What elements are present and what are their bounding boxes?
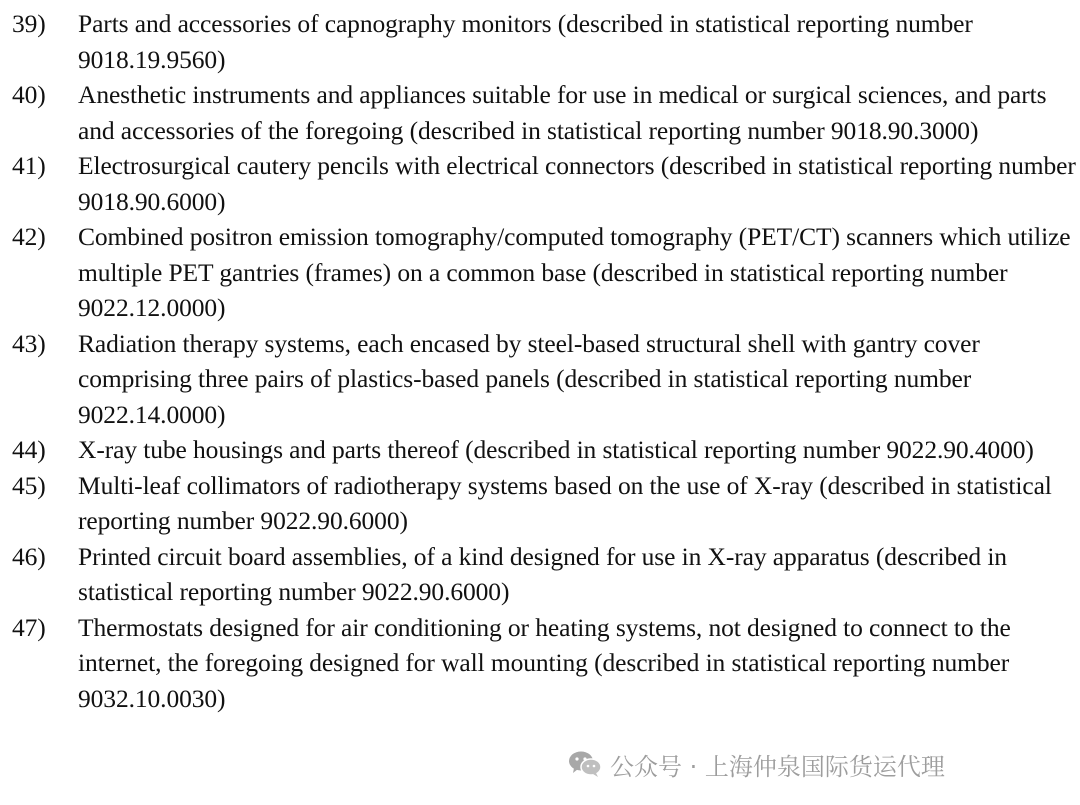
watermark	[568, 744, 945, 784]
item-number: 42)	[12, 222, 46, 251]
list-item	[0, 77, 1080, 148]
item-number: 47)	[12, 612, 46, 642]
item-text: Radiation therapy systems, each encased by steel-based structural shell with gantry cover comprising three pairs of plastics-based panels (described in statistical reporting number 9022.14.0000)	[78, 328, 980, 429]
list-item	[0, 219, 1080, 326]
item-text: Thermostats designed for air conditioning or heating systems, not designed to connect to the internet, the foregoing designed for wall mounting (described in statistical reporting number 9032.10.0030)	[78, 612, 1011, 713]
list-item	[0, 610, 1080, 717]
item-number: 39)	[12, 9, 46, 38]
item-number: 41)	[12, 151, 46, 180]
item-text: Anesthetic instruments and appliances suitable for use in medical or surgical sciences, and parts and accessories of the foregoing (described in statistical reporting number 9018.90.3000)	[78, 80, 1047, 145]
item-text: Multi-leaf collimators of radiotherapy systems based on the use of X-ray (described in statistical reporting number 9022.90.6000)	[78, 470, 1052, 535]
wechat-icon	[568, 750, 602, 778]
document-list	[0, 6, 1080, 716]
list-item	[0, 6, 1080, 77]
item-number: 45)	[12, 470, 46, 500]
item-text: Parts and accessories of capnography monitors (described in statistical reporting number 9018.19.9560)	[78, 9, 973, 74]
list-item	[0, 432, 1080, 468]
item-text: X-ray tube housings and parts thereof (described in statistical reporting number 9022.90.4000)	[78, 435, 1034, 464]
item-number: 40)	[12, 80, 46, 109]
item-text: Combined positron emission tomography/computed tomography (PET/CT) scanners which utilize multiple PET gantries (frames) on a common base (described in statistical reporting number 9022.12.0000)	[78, 222, 1071, 322]
list-item	[0, 326, 1080, 433]
list-item	[0, 539, 1080, 610]
item-text: Printed circuit board assemblies, of a kind designed for use in X-ray apparatus (described in statistical reporting number 9022.90.6000)	[78, 541, 1007, 606]
watermark-text: 公众号 · 上海仲泉国际货运代理	[610, 752, 945, 781]
list-item	[0, 148, 1080, 219]
item-number: 46)	[12, 541, 46, 571]
item-number: 44)	[12, 435, 46, 464]
list-item	[0, 468, 1080, 539]
item-number: 43)	[12, 328, 46, 358]
item-text: Electrosurgical cautery pencils with electrical connectors (described in statistical reporting number 9018.90.6000)	[78, 151, 1076, 216]
